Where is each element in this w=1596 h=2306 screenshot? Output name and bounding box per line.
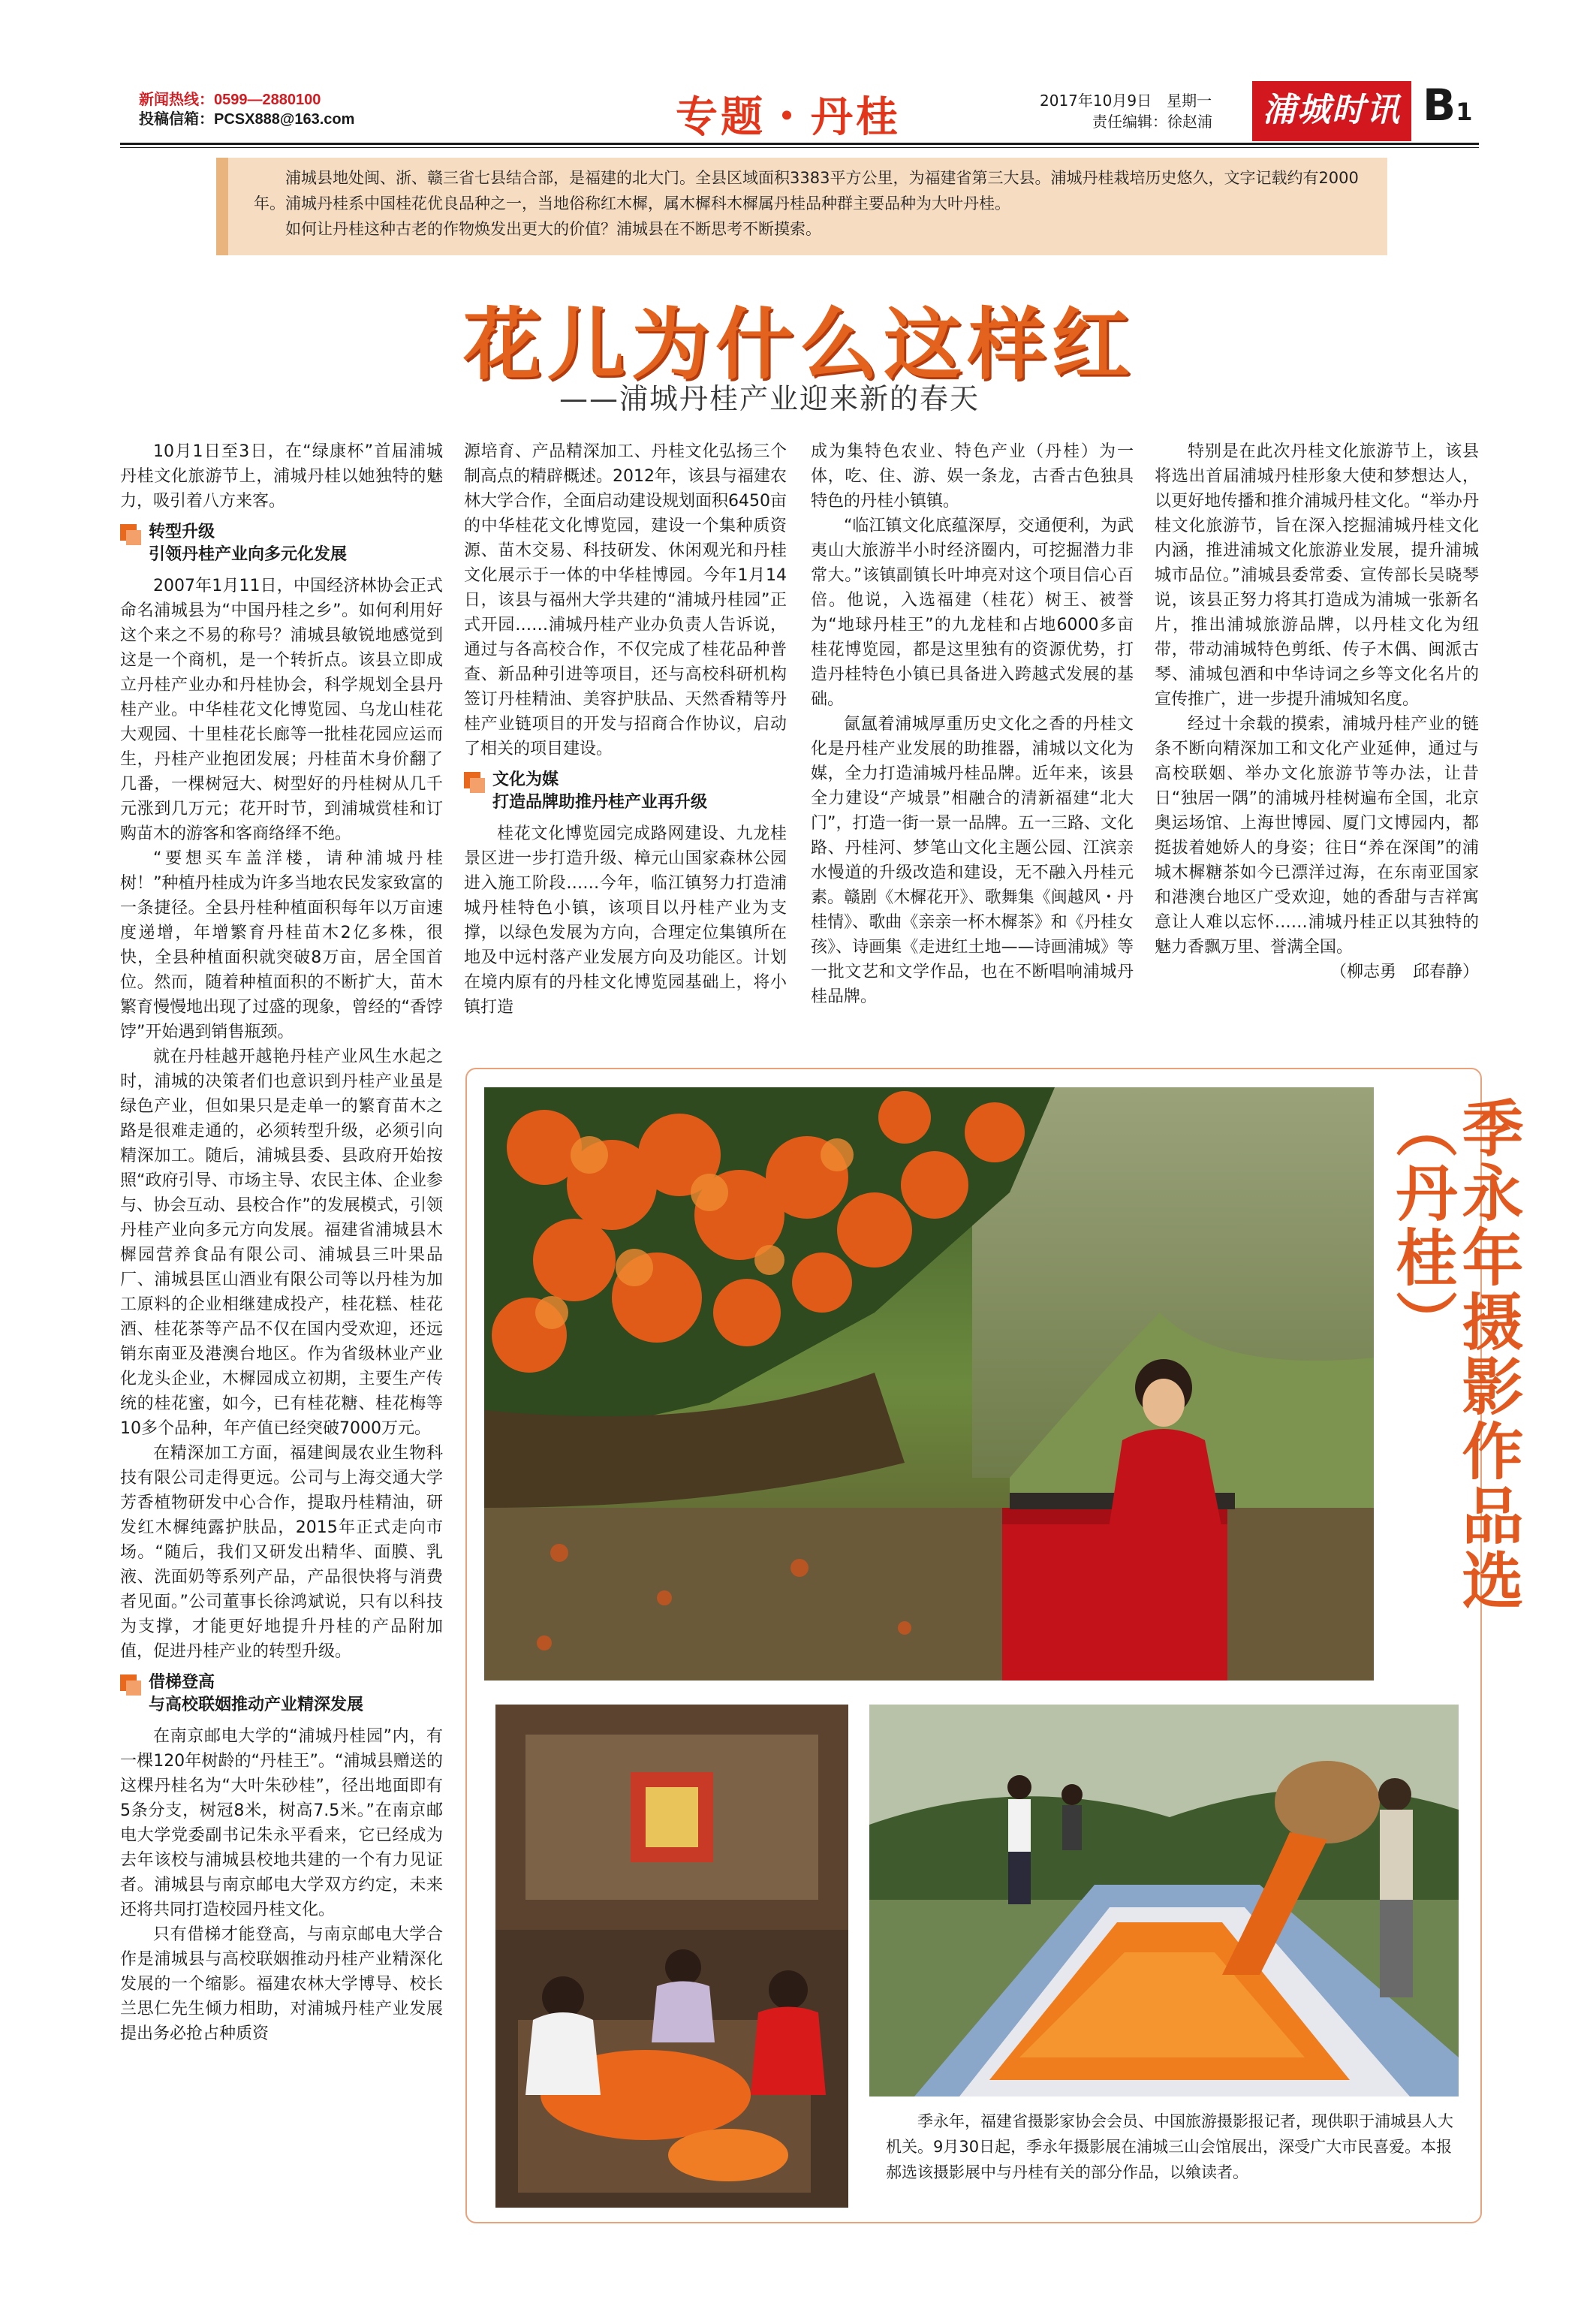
subheading-line-1: 文化为媒	[492, 770, 559, 789]
subheading-marker-icon	[464, 772, 485, 793]
intro-box	[216, 158, 1387, 255]
paragraph: 经过十余载的摸索，浦城丹桂产业的链条不断向精深加工和文化产业延伸，通过与高校联姻、举办文化旅游节等办法，让昔日“独居一隅”的浦城丹桂树遍布全国，北京奥运场馆、上海世博园、厦门文博园内，都挺拔着她娇人的身姿；往日“养在深闺”的浦城木樨糖茶如今已漂洋过海，在东南亚国家和港澳台地区广受欢迎，她的香甜与吉祥寓意让人难以忘怀……浦城丹桂正以其独特的魅力香飘万里、誉满全国。	[1155, 715, 1479, 957]
intro-paragraph-1: 浦城县地处闽、浙、赣三省七县结合部，是福建的北大门。全县区域面积3383平方公里，为福建省第三大县。浦城丹桂栽培历史悠久，文字记载约有2000年。浦城丹桂系中国桂花优良品种之一，当地俗称红木樨，属木樨科木樨属丹桂品种群主要品种为大叶丹桂。	[254, 169, 1359, 213]
subheading-line-1: 转型升级	[149, 523, 215, 541]
photo-series-title: 季永年摄影作品选（丹桂）	[1386, 1096, 1524, 1613]
paragraph: 源培育、产品精深加工、丹桂文化弘扬三个制高点的精辟概述。2012年，该县与福建农林大学合作，全面启动建设规划面积6450亩的中华桂花文化博览园，建设一个集种质资源、苗木交易、科技研发、休闲观光和丹桂文化展示于一体的中华桂博园。今年1月14日，该县与福州大学共建的“浦城丹桂园”正式开园……浦城丹桂产业办负责人告诉说，通过与各高校合作，不仅完成了桂花品种普查、新品种引进等项目，还与高校科研机构签订丹桂精油、美容护肤品、天然香精等丹桂产业链项目的开发与招商合作协议，启动了相关的项目建设。	[464, 442, 787, 758]
hotline-value: 0599—2880100	[214, 92, 321, 108]
section-title: 专题・丹桂	[676, 93, 901, 142]
subheading-line-2: 引领丹桂产业向多元化发展	[149, 545, 348, 564]
paragraph: 10月1日至3日，在“绿康杯”首届浦城丹桂文化旅游节上，浦城丹桂以她独特的魅力，吸引着八方来客。	[120, 442, 443, 511]
intro-paragraph-2: 如何让丹桂这种古老的作物焕发出更大的价值？浦城县在不断思考不断摸索。	[285, 220, 821, 238]
subheading-marker-icon	[120, 524, 141, 545]
article-column-3	[811, 439, 1134, 1009]
subheading-line-2: 与高校联姻推动产业精深发展	[149, 1696, 364, 1714]
email	[139, 110, 354, 129]
subheading-line-2: 打造品牌助推丹桂产业再升级	[492, 793, 708, 812]
page-number	[1423, 80, 1472, 131]
page-digit: 1	[1456, 98, 1473, 126]
photo-drying-flowers	[869, 1705, 1459, 2097]
issue-date: 2017年10月9日 星期一	[1040, 92, 1212, 110]
paragraph: “临江镇文化底蕴深厚，交通便利，为武夷山大旅游半小时经济圈内，可挖掘潜力非常大。”该镇副镇长叶坤亮对这个项目信心百倍。他说，入选福建（桂花）树王、被誉为“地球丹桂王”的九龙桂和占地6000多亩桂花博览园，都是这里独有的资源优势，打造丹桂特色小镇已具备进入跨越式发展的基础。	[811, 517, 1134, 709]
article-column-4	[1155, 439, 1479, 984]
photo-sorting-flowers	[495, 1705, 848, 2208]
subheading-culture	[464, 769, 787, 814]
email-label: 投稿信箱：	[139, 111, 214, 128]
brand-logo: 浦城时讯	[1252, 81, 1411, 141]
email-value: PCSX888@163.com	[214, 111, 355, 128]
main-photo	[484, 1087, 1374, 1681]
paragraph: 特别是在此次丹桂文化旅游节上，该县将选出首届浦城丹桂形象大使和梦想达人，以更好地传播和推介浦城丹桂文化。“举办丹桂文化旅游节，旨在深入挖掘浦城丹桂文化内涵，推进浦城文化旅游业发展，提升浦城城市品位。”浦城县委常委、宣传部长吴晓琴说，该县正努力将其打造成为浦城一张新名片，推出浦城旅游品牌，以丹桂文化为纽带，带动浦城特色剪纸、传子木偶、闽派古琴、浦城包酒和中华诗词之乡等文化名片的宣传推广，进一步提升浦城知名度。	[1155, 442, 1479, 709]
editor-credit: 责任编辑：徐赵浦	[1092, 113, 1212, 131]
caption-paragraph: 季永年，福建省摄影家协会会员、中国旅游摄影报记者，现供职于浦城县人大机关。9月30日起，季永年摄影展在浦城三山会馆展出，深受广大市民喜爱。本报郝选该摄影展中与丹桂有关的部分作品，以飨读者。	[886, 2112, 1453, 2181]
subheading-transformation	[120, 521, 443, 566]
paragraph: 桂花文化博览园完成路网建设、九龙桂景区进一步打造升级、樟元山国家森林公园进入施工阶段……今年，临江镇努力打造浦城丹桂特色小镇，该项目以丹桂产业为支撑，以绿色发展为方向，合理定位集镇所在地及中远村落产业发展方向及功能区。计划在境内原有的丹桂文化博览园基础上，将小镇打造	[464, 824, 787, 1017]
paragraph: 氤氲着浦城厚重历史文化之香的丹桂文化是丹桂产业发展的助推器，浦城以文化为媒，全力打造浦城丹桂品牌。近年来，该县全力建设“产城景”相融合的清新福建“北大门”，打造一街一景一品牌。五一三路、文化路、丹桂河、梦笔山文化主题公园、江滨亲水慢道的升级改造和建设，无不融入丹桂元素。赣剧《木樨花开》、歌舞集《闽越风・丹桂情》、歌曲《亲亲一杯木樨茶》和《丹桂女孩》、诗画集《走进红土地——诗画浦城》等一批文艺和文学作品，也在不断唱响浦城丹桂品牌。	[811, 715, 1134, 1006]
masthead-rule-thin	[120, 147, 1479, 148]
main-headline: 花儿为什么这样红	[462, 299, 1136, 390]
paragraph: 就在丹桂越开越艳丹桂产业风生水起之时，浦城的决策者们也意识到丹桂产业虽是绿色产业，但如果只是走单一的繁育苗木之路是很难走通的，必须转型升级，必须引向精深加工。随后，浦城县委、县政府开始按照“政府引导、市场主导、农民主体、企业参与、协会互动、县校合作”的发展模式，引领丹桂产业向多元方向发展。福建省浦城县木樨园营养食品有限公司、浦城县三叶果品厂、浦城县匡山酒业有限公司等以丹桂为加工原料的企业相继建成投产，桂花糕、桂花酒、桂花茶等产品不仅在国内受欢迎，还远销东南亚及港澳台地区。作为省级林业产业化龙头企业，木樨园成立初期，主要生产传统的桂花蜜，如今，已有桂花糖、桂花梅等10多个品种，年产值已经突破7000万元。	[120, 1047, 443, 1438]
hotline	[139, 90, 321, 110]
paragraph: 2007年1月11日，中国经济林协会正式命名浦城县为“中国丹桂之乡”。如何利用好这个来之不易的称号？浦城县敏锐地感觉到这是一个商机，是一个转折点。该县立即成立丹桂产业办和丹桂协会，科学规划全县丹桂产业。中华桂花文化博览园、乌龙山桂花大观园、十里桂花长廊等一批桂花园应运而生，丹桂产业抱团发展；丹桂苗木身价翻了几番，一棵树冠大、树型好的丹桂树从几千元涨到几万元；花开时节，到浦城赏桂和订购苗木的游客和客商络绎不绝。	[120, 577, 443, 843]
photo-guqin-under-osmanthus	[484, 1087, 1374, 1681]
paragraph: 在南京邮电大学的“浦城丹桂园”内，有一棵120年树龄的“丹桂王”。“浦城县赠送的这棵丹桂名为“大叶朱砂桂”，径出地面即有5条分支，树冠8米，树高7.5米。”在南京邮电大学党委副书记朱永平看来，它已经成为去年该校与浦城县校地共建的一个有力见证者。浦城县与南京邮电大学双方约定，未来还将共同打造校园丹桂文化。	[120, 1727, 443, 1919]
headline-subtitle: ——浦城丹桂产业迎来新的春天	[559, 382, 980, 415]
page-letter: B	[1423, 80, 1456, 131]
subheading-university	[120, 1671, 443, 1717]
paragraph: 在精深加工方面，福建闽晟农业生物科技有限公司走得更远。公司与上海交通大学芳香植物研发中心合作，提取丹桂精油，研发红木樨纯露护肤品，2015年正式走向市场。“随后，我们又研发出精华、面膜、乳液、洗面奶等系列产品，产品很快将与消费者见面。”公司董事长徐鸿斌说，只有以科技为支撑，才能更好地提升丹桂的产品附加值，促进丹桂产业的转型升级。	[120, 1444, 443, 1661]
masthead-rule	[120, 143, 1479, 145]
paragraph: 成为集特色农业、特色产业（丹桂）为一体，吃、住、游、娱一条龙，古香古色独具特色的丹桂小镇镇。	[811, 442, 1134, 511]
photo-caption	[886, 2109, 1464, 2185]
article-column-1	[120, 439, 443, 2046]
subheading-marker-icon	[120, 1674, 141, 1696]
subheading-line-1: 借梯登高	[149, 1673, 215, 1692]
article-column-2	[464, 439, 787, 1020]
photo-women-sorting-osmanthus	[495, 1705, 848, 2208]
paragraph: 只有借梯才能登高，与南京邮电大学合作是浦城县与高校联姻推动丹桂产业精深化发展的一个缩影。福建农林大学博导、校长兰思仁先生倾力相助，对浦城丹桂产业发展提出务必抢占种质资	[120, 1925, 443, 2043]
byline: （柳志勇 邱春静）	[1329, 963, 1479, 981]
photo-pouring-osmanthus	[869, 1705, 1459, 2097]
paragraph: “要想买车盖洋楼，请种浦城丹桂树！”种植丹桂成为许多当地农民发家致富的一条捷径。全县丹桂种植面积每年以万亩速度递增，年增繁育丹桂苗木2亿多株，很快，全县种植面积就突破8万亩，居全国首位。然而，随着种植面积的不断扩大，苗木繁育慢慢地出现了过盛的现象，曾经的“香饽饽”开始遇到销售瓶颈。	[120, 849, 443, 1041]
hotline-label: 新闻热线：	[139, 92, 214, 108]
